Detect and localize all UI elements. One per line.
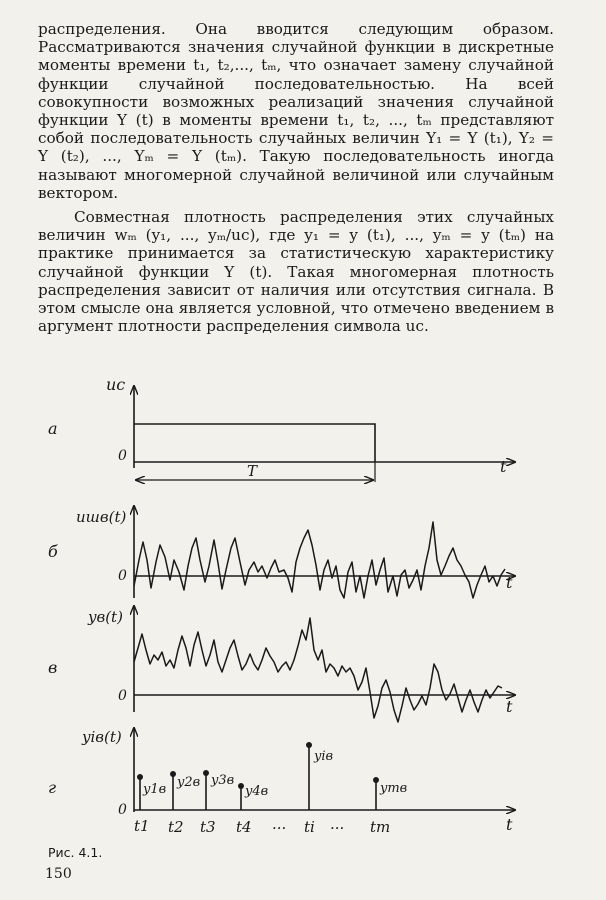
signal-plus-noise-trace	[134, 618, 502, 722]
dot-2	[170, 771, 176, 777]
noise-trace	[134, 522, 505, 598]
tick-t3: t3	[200, 818, 216, 836]
dot-1	[137, 774, 143, 780]
sample-label-4: y4в	[245, 784, 269, 799]
sample-label-3: y3в	[211, 773, 235, 788]
panel-label-v: в	[48, 658, 58, 677]
sample-label-1: y1в	[143, 782, 167, 797]
zero-label-g: 0	[118, 802, 127, 818]
sample-label-2: y2в	[177, 775, 201, 790]
sample-stems	[140, 745, 376, 810]
tick-t2: t2	[168, 818, 184, 836]
zero-label-a: 0	[118, 448, 127, 464]
t-label-b: t	[506, 573, 513, 592]
panel-label-a: а	[48, 419, 58, 438]
y-label-g: yiв(t)	[82, 728, 122, 746]
dot-4	[238, 783, 244, 789]
panel-label-b: б	[48, 542, 58, 561]
t-label-a: t	[500, 457, 507, 476]
signal-pulse	[134, 424, 375, 462]
panel-label-g: г	[48, 778, 57, 797]
dot-i	[306, 742, 312, 748]
paragraph-2: Совместная плотность распределения этих случайных величин wₘ (y₁, ..., yₘ/uс), где y₁ = y (t₁), ..., yₘ = y (tₘ) на практике принимается за статистическую характеристику случайной функции Y (t). Такая многомерная плотность распределения зависит от наличия или отсутствия сигнала. В этом смысле она является условной, что отмечено введением в аргумент плотности распределения символа uс.	[38, 208, 554, 336]
tick-ellipsis-1: ...	[272, 815, 287, 833]
tick-tm: tm	[370, 818, 391, 836]
t-label-v: t	[506, 697, 513, 716]
sample-label-m: ymв	[380, 781, 408, 796]
duration-label: T	[247, 462, 258, 480]
y-label-b: uшв(t)	[76, 508, 127, 526]
y-label-a: uс	[106, 375, 126, 394]
zero-label-v: 0	[118, 688, 127, 704]
zero-label-b: 0	[118, 568, 127, 584]
figure-caption: Рис. 4.1.	[48, 845, 103, 860]
tick-t1: t1	[134, 817, 150, 835]
paragraph-1: распределения. Она вводится следующим образом. Рассматриваются значения случайной функции в дискретные моменты времени t₁, t₂,..., tₘ, что означает замену случайной функции случайной последовательностью. На всей совокупности возможных реализаций значения случайной функции Y (t) в моменты времени t₁, t₂, ..., tₘ представляют собой последовательность случайных величин Y₁ = Y (t₁), Y₂ = Y (t₂), ..., Yₘ = Y (tₘ). Такую последовательность иногда называют многомерной случайной величиной или случайным вектором.	[38, 20, 554, 202]
tick-ellipsis-2: ...	[330, 815, 345, 833]
y-label-v: yв(t)	[88, 608, 123, 626]
page-number: 150	[45, 866, 72, 882]
tick-ti: ti	[304, 818, 315, 836]
tick-t4: t4	[236, 818, 252, 836]
dot-m	[373, 777, 379, 783]
dot-3	[203, 770, 209, 776]
sample-label-i: yiв	[314, 749, 334, 764]
t-label-g: t	[506, 815, 513, 834]
